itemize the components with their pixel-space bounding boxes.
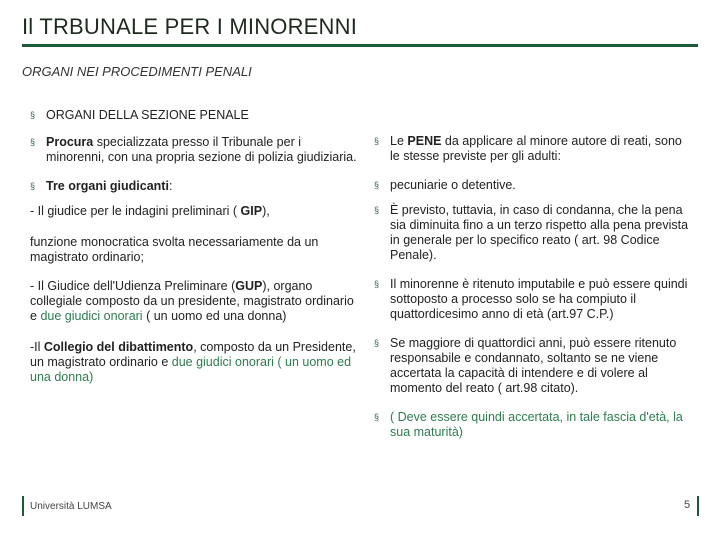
bullet-marker-icon: § <box>30 137 36 147</box>
bullet-bold-text: Procura <box>46 135 94 149</box>
paragraph-text: ( un uomo ed una donna) <box>142 309 287 323</box>
bullet-bold-text: Tre organi giudicanti <box>46 179 169 193</box>
bullet-text: Se maggiore di quattordici anni, può essere ritenuto responsabile e condannato, soltanto se ne viene accertata la capacità di intendere e di volere al momento del reato ( art.98 citato). <box>390 336 677 395</box>
bullet-text: ORGANI DELLA SEZIONE PENALE <box>46 108 249 122</box>
paragraph-highlight-text: due giudici onorari ( un uomo ed una donna) <box>30 355 352 384</box>
paragraph <box>30 204 360 219</box>
paragraph <box>30 235 360 265</box>
footer-right-rule <box>697 496 699 516</box>
left-column <box>30 108 360 397</box>
title-underline <box>22 44 698 47</box>
paragraph-text: ), organo collegiale composto da un presidente, magistrato ordinario e <box>30 279 354 323</box>
bullet-marker-icon: § <box>374 205 380 215</box>
paragraph-bold-text: GUP <box>235 279 263 293</box>
bullet-marker-icon: § <box>374 180 380 190</box>
bullet-text: Le <box>390 134 408 148</box>
bullet-bold-text: PENE <box>407 134 442 148</box>
bullet-text: specializzata presso il Tribunale per i minorenni, con una propria sezione di polizia giudiziaria. <box>46 135 357 164</box>
paragraph <box>30 340 360 385</box>
bullet-marker-icon: § <box>374 279 380 289</box>
bullet-item <box>30 179 360 194</box>
paragraph-text: , composto da un Presidente, un magistrato ordinario e <box>30 340 356 369</box>
bullet-text: È previsto, tuttavia, in caso di condanna, che la pena sia diminuita fino a un terzo rispetto alla pena prevista in generale per lo specifico reato ( art. 98 Codice Penale). <box>390 203 689 262</box>
bullet-item <box>374 134 694 164</box>
bullet-item <box>374 277 694 322</box>
bullet-highlight-text: ( Deve essere quindi accertata, in tale fascia d'età, la sua maturità) <box>390 410 683 439</box>
paragraph-text: - Il Giudice dell'Udienza Preliminare ( <box>30 279 236 293</box>
paragraph-bold-text: Collegio del dibattimento <box>43 340 194 354</box>
slide-title: Il TRBUNALE PER I MINORENNI <box>22 14 358 39</box>
paragraph-text: - Il giudice per le indagini preliminari ( <box>30 204 241 218</box>
bullet-text: da applicare al minore autore di reati, sono le stesse previste per gli adulti: <box>390 134 682 163</box>
page-number: 5 <box>684 499 691 511</box>
bullet-item <box>374 410 694 440</box>
bullet-text: Il minorenne è ritenuto imputabile e può essere quindi sottoposto a processo solo se ha compiuto il quattordicesimo anno di età (art.97 C.P.) <box>390 277 688 321</box>
paragraph-highlight-text: due giudici onorari <box>40 309 143 323</box>
bullet-item <box>374 203 694 263</box>
bullet-marker-icon: § <box>374 338 380 348</box>
footer-left-rule <box>22 496 24 516</box>
bullet-item <box>30 108 360 123</box>
paragraph-text: funzione monocratica svolta necessariamente da un magistrato ordinario; <box>30 235 319 264</box>
paragraph-text: -Il <box>30 340 44 354</box>
footer-organization: Università LUMSA <box>30 501 112 512</box>
right-column <box>374 134 694 452</box>
paragraph-bold-text: GIP <box>240 204 263 218</box>
bullet-text: pecuniarie o detentive. <box>390 178 516 192</box>
bullet-marker-icon: § <box>30 181 36 191</box>
bullet-text: : <box>168 179 173 193</box>
paragraph-text: ), <box>262 204 270 218</box>
paragraph <box>30 279 360 324</box>
bullet-item <box>374 178 694 193</box>
bullet-item <box>374 336 694 396</box>
bullet-item <box>30 135 360 165</box>
bullet-marker-icon: § <box>374 136 380 146</box>
bullet-marker-icon: § <box>374 412 380 422</box>
bullet-marker-icon: § <box>30 110 36 120</box>
slide-subtitle: ORGANI NEI PROCEDIMENTI PENALI <box>22 64 252 79</box>
